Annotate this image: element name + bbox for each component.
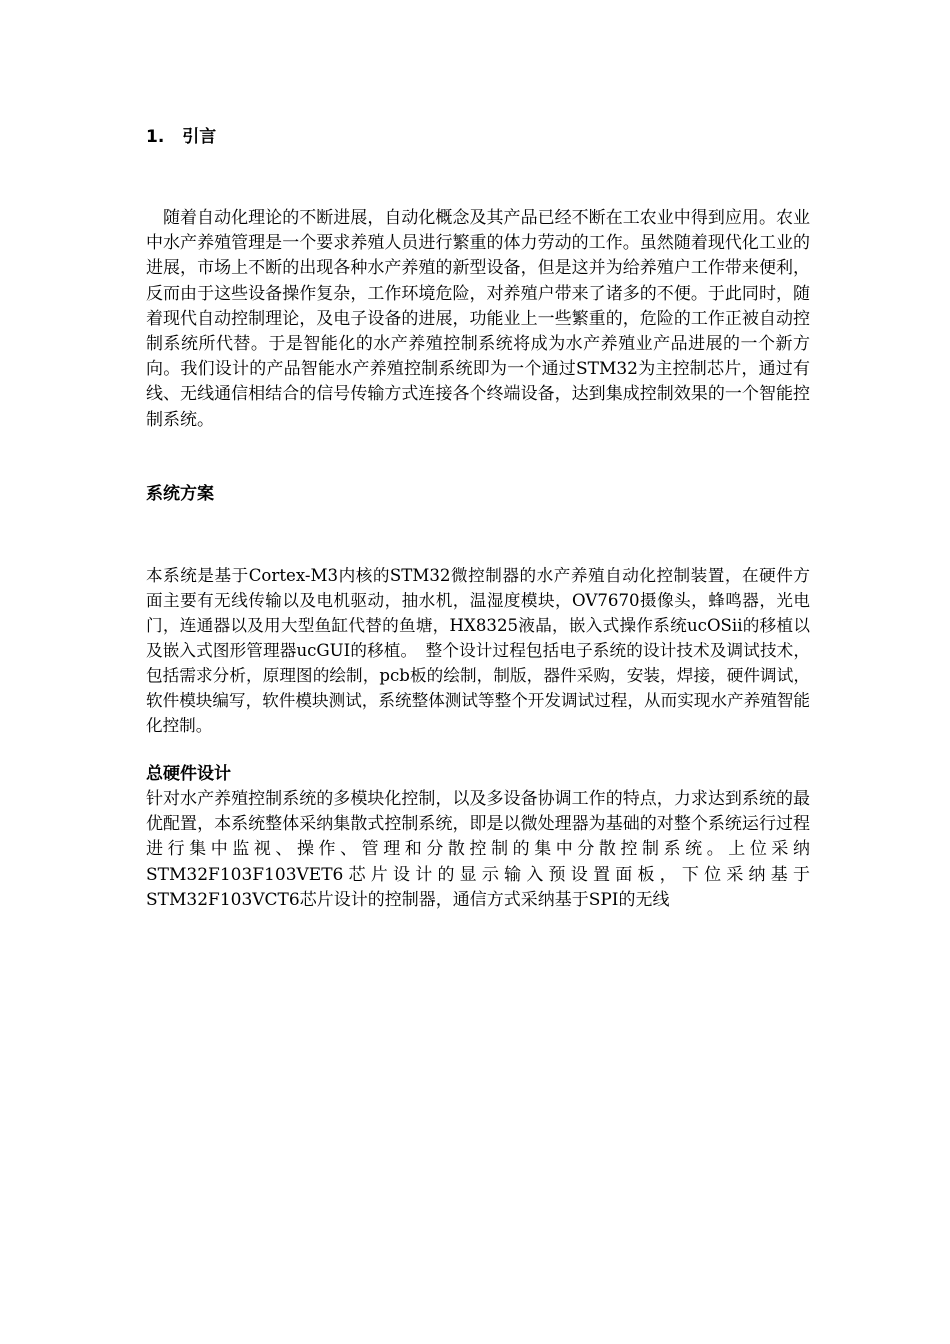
section-heading-system-scheme: 系统方案 — [146, 484, 214, 504]
section-heading-hardware-design: 总硬件设计 — [146, 764, 231, 784]
hardware-design-paragraph: 针对水产养殖控制系统的多模块化控制，以及多设备协调工作的特点，力求达到系统的最优配置，本系统整体采纳集散式控制系统，即是以微处理器为基础的对整个系统运行过程进行集中监视、操作、管理和分散控制的集中分散控制系统。上位采纳STM32F103F103VET6芯片设计的显示输入预设置面板，下位采纳基于STM32F103VCT6芯片设计的控制器，通信方式采纳基于SPI的无线 — [146, 789, 810, 910]
section-number: 1. — [146, 127, 165, 147]
system-scheme-paragraph: 本系统是基于Cortex-M3内核的STM32微控制器的水产养殖自动化控制装置，在硬件方面主要有无线传输以及电机驱动，抽水机，温湿度模块，OV7670摄像头，蜂鸣器，光电门，连通器以及用大型鱼缸代替的鱼塘，HX8325液晶，嵌入式操作系统ucOSii的移植以及嵌入式图形管理器ucGUI的移植。 整个设计过程包括电子系统的设计技术及调试技术，包括需求分析，原理图的绘制，pcb板的绘制，制版，器件采购，安装，焊接，硬件调试，软件模块编写，软件模块测试，系统整体测试等整个开发调试过程，从而实现水产养殖智能化控制。 — [146, 566, 810, 735]
introduction-paragraph: 随着自动化理论的不断进展，自动化概念及其产品已经不断在工农业中得到应用。农业中水产养殖管理是一个要求养殖人员进行繁重的体力劳动的工作。虽然随着现代化工业的进展，市场上不断的出现各种水产养殖的新型设备，但是这并为给养殖户工作带来便利，反而由于这些设备操作复杂，工作环境危险，对养殖户带来了诸多的不便。于此同时，随着现代自动控制理论，及电子设备的进展，功能业上一些繁重的，危险的工作正被自动控制系统所代替。于是智能化的水产养殖控制系统将成为水产养殖业产品进展的一个新方向。我们设计的产品智能水产养殖控制系统即为一个通过STM32为主控制芯片，通过有线、无线通信相结合的信号传输方式连接各个终端设备，达到集成控制效果的一个智能控制系统。 — [146, 208, 810, 430]
section-heading-introduction — [146, 125, 216, 149]
section-title: 引言 — [182, 127, 217, 147]
